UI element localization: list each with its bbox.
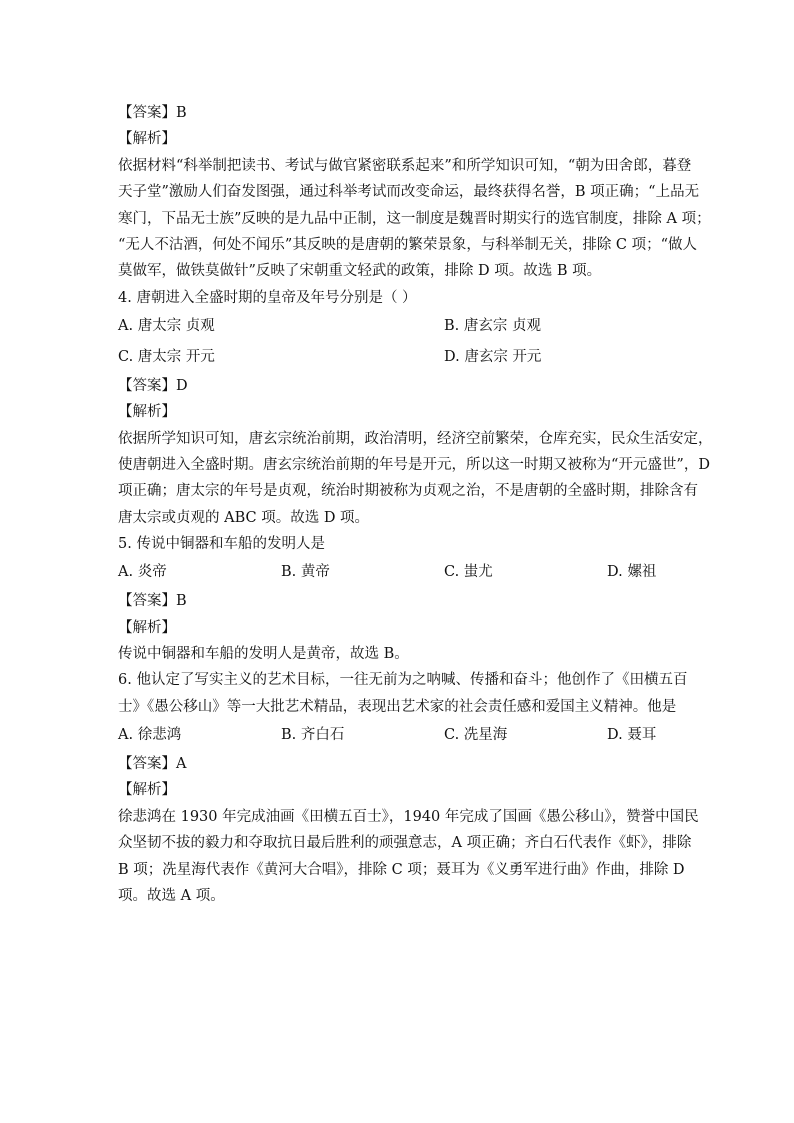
q4-options-row-2 xyxy=(118,342,688,373)
q6-option-b: B. 齐白石 xyxy=(281,727,345,744)
q3-analysis-line: 天子堂”激励人们奋发图强，通过科举考试而改变命运，最终获得名誉，B 项正确；“上品无 xyxy=(118,184,700,201)
q6-analysis-line: 众坚韧不拔的毅力和夺取抗日最后胜利的顽强意志，A 项正确；齐白石代表作《虾》，排除 xyxy=(118,835,692,852)
q4-analysis-line: 使唐朝进入全盛时期。唐玄宗统治前期的年号是开元，所以这一时期又被称为“开元盛世”，D xyxy=(118,456,710,473)
q6-stem-line: 6. 他认定了写实主义的艺术目标，一往无前为之呐喊、传播和奋斗；他创作了《田横五百 xyxy=(118,672,688,689)
q5-stem: 5. 传说中铜器和车船的发明人是 xyxy=(118,536,325,553)
q3-analysis-line: 莫做军，做铁莫做针”反映了宋朝重文轻武的政策，排除 D 项。故选 B 项。 xyxy=(118,263,602,280)
q5-option-c: C. 蚩尤 xyxy=(444,564,493,581)
q4-option-b: B. 唐玄宗 贞观 xyxy=(444,318,541,335)
q4-analysis-line: 唐太宗或贞观的 ABC 项。故选 D 项。 xyxy=(118,509,370,526)
q5-options-row xyxy=(118,557,688,588)
q6-option-c: C. 冼星海 xyxy=(444,727,508,744)
q4-stem: 4. 唐朝进入全盛时期的皇帝及年号分别是（ ） xyxy=(118,289,417,306)
q5-option-b: B. 黄帝 xyxy=(281,564,330,581)
q5-option-a: A. 炎帝 xyxy=(118,564,167,581)
q6-analysis-label: 【解析】 xyxy=(118,782,176,799)
q4-option-a: A. 唐太宗 贞观 xyxy=(118,318,215,335)
q6-stem-line: 士》《愚公移山》等一大批艺术精品，表现出艺术家的社会责任感和爱国主义精神。他是 xyxy=(118,698,677,715)
q3-analysis-label: 【解析】 xyxy=(118,131,176,148)
q4-option-c: C. 唐太宗 开元 xyxy=(118,348,215,365)
q5-analysis-label: 【解析】 xyxy=(118,619,176,636)
q3-analysis-line: 寒门，下品无士族”反映的是九品中正制，这一制度是魏晋时期实行的选官制度，排除 A 项； xyxy=(118,210,711,227)
q4-options-row-1 xyxy=(118,311,688,342)
q4-option-d: D. 唐玄宗 开元 xyxy=(444,348,542,365)
q5-answer: 【答案】B xyxy=(118,593,187,610)
q5-analysis-line: 传说中铜器和车船的发明人是黄帝，故选 B。 xyxy=(118,646,409,663)
q4-analysis-line: 依据所学知识可知，唐玄宗统治前期，政治清明，经济空前繁荣，仓库充实，民众生活安定， xyxy=(118,430,713,447)
q3-analysis-line: 依据材料“科举制把读书、考试与做官紧密联系起来”和所学知识可知，“朝为田舍郎，暮登 xyxy=(118,157,692,174)
q6-analysis-line: B 项；冼星海代表作《黄河大合唱》，排除 C 项；聂耳为《义勇军进行曲》作曲，排除 D xyxy=(118,861,685,878)
q4-analysis-line: 项正确；唐太宗的年号是贞观，统治时期被称为贞观之治，不是唐朝的全盛时期，排除含有 xyxy=(118,483,698,500)
q6-analysis-line: 项。故选 A 项。 xyxy=(118,887,225,904)
q6-answer: 【答案】A xyxy=(118,756,187,772)
q4-answer: 【答案】D xyxy=(118,377,188,394)
q6-analysis-line: 徐悲鸿在 1930 年完成油画《田横五百士》，1940 年完成了国画《愚公移山》，赞誉中国民 xyxy=(118,808,699,825)
q6-options-row xyxy=(118,720,688,751)
q6-option-a: A. 徐悲鸿 xyxy=(118,727,182,744)
document-page xyxy=(118,100,713,909)
q4-analysis-label: 【解析】 xyxy=(118,404,176,421)
q3-analysis-line: “无人不沽酒，何处不闻乐”其反映的是唐朝的繁荣景象，与科举制无关，排除 C 项；“做人 xyxy=(118,236,698,253)
q3-answer: 【答案】B xyxy=(118,105,187,121)
q6-option-d: D. 聂耳 xyxy=(607,727,657,744)
q5-option-d: D. 嫘祖 xyxy=(607,564,657,581)
